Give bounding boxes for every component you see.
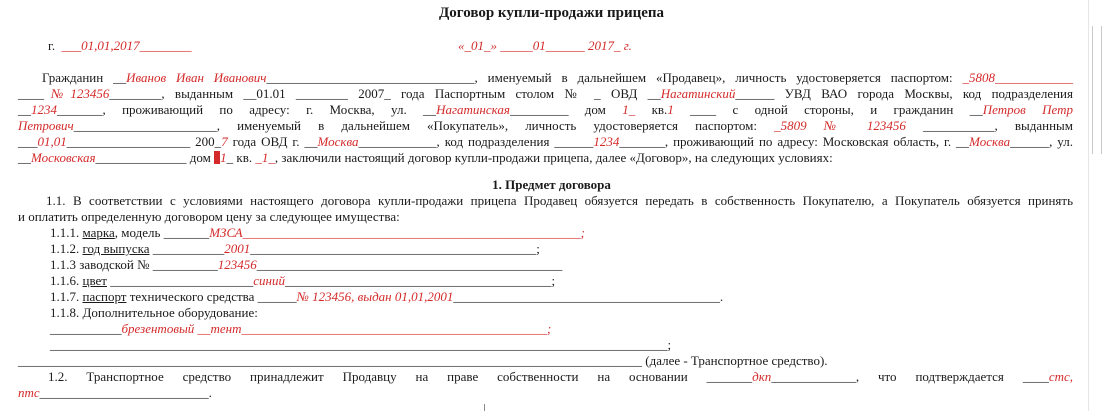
text: ___________ bbox=[50, 321, 122, 336]
buyer-passport: _5809 № 123456 bbox=[774, 118, 906, 133]
text: _______________________________________________ bbox=[256, 257, 563, 272]
item-value: № 123456, выдан 01,01,2001 bbox=[296, 289, 454, 304]
item-num: 1.1.3 bbox=[50, 257, 76, 272]
item-year bbox=[50, 241, 540, 257]
item-label: паспорт bbox=[82, 289, 127, 304]
scrollbar-thumb[interactable] bbox=[1092, 26, 1102, 154]
item-passport bbox=[50, 289, 723, 305]
text: _________________________________________; bbox=[284, 273, 556, 288]
buyer-code: 1234 bbox=[593, 134, 620, 149]
text: технического средства ______ bbox=[126, 289, 297, 304]
seller-passport-number: №123456 bbox=[44, 86, 110, 101]
item-value: МЗСА bbox=[209, 225, 243, 240]
intro-line-1 bbox=[18, 70, 1073, 86]
text: , модель _______ bbox=[114, 225, 210, 240]
text: года ОВД г. __ bbox=[227, 134, 318, 149]
date-month: _____01______ bbox=[500, 38, 585, 53]
buyer-issue-year: 7 bbox=[221, 134, 228, 149]
intro-line-6 bbox=[18, 150, 833, 166]
text: 1.2. Транспортное средство принадлежит Продавцу на праве собственности на основании _______ bbox=[48, 369, 753, 384]
paragraph-1-1-line-1: 1.1. В соответствии с условиями настоящего договора купли-продажи прицепа Продавец обязуется передать в собственность Покупателю, а Покупатель обязуется принять bbox=[46, 193, 1073, 208]
proof-value: стс, bbox=[1048, 369, 1074, 384]
buyer-issuer: Москва bbox=[317, 134, 359, 149]
buyer-house: 1 bbox=[220, 150, 227, 165]
equipment-label: 1.1.8. Дополнительное оборудование: bbox=[50, 305, 258, 320]
item-color bbox=[50, 273, 555, 289]
text: ______________ дом bbox=[95, 150, 215, 165]
buyer-street: Московская bbox=[31, 150, 96, 165]
text: ______________________ bbox=[106, 273, 254, 288]
place-prefix: г. bbox=[48, 38, 56, 53]
text: __________________________. bbox=[39, 385, 212, 400]
text: _______, проживающий по адресу: г. Москва, ул. __ bbox=[57, 102, 437, 117]
page-tick bbox=[484, 404, 485, 411]
text: ____________________________________________; bbox=[250, 241, 540, 256]
item-label: год выпуска bbox=[82, 241, 150, 256]
intro-line-4 bbox=[18, 118, 1073, 134]
intro-line-2 bbox=[18, 86, 1073, 102]
text: _________ дом bbox=[509, 102, 623, 117]
intro-line-5 bbox=[18, 134, 1073, 150]
equipment-line-2: _______________________________________________________________________________________________; bbox=[50, 337, 672, 352]
text: ________, выданным __01.01 ________ 2007_ года Паспортным столом № _ ОВД __ bbox=[109, 86, 661, 101]
text: ___________, выданным bbox=[905, 118, 1073, 133]
text: __ bbox=[18, 102, 31, 117]
text: ____________, код подразделения ______ bbox=[358, 134, 594, 149]
buyer-flat: _1_ bbox=[255, 150, 275, 165]
seller-street: Нагатинская bbox=[436, 102, 510, 117]
text: ______ УВД ВАО города Москвы, код подразделения bbox=[735, 86, 1073, 101]
proof-value-2: птс bbox=[18, 385, 40, 400]
text: заводской № __________ bbox=[76, 257, 218, 272]
item-num: 1.1.2. bbox=[50, 241, 80, 256]
text: ___________________ 200_ bbox=[66, 134, 222, 149]
paragraph-1-2-line-1 bbox=[18, 369, 1073, 385]
item-label: цвет bbox=[82, 273, 107, 288]
text: ___________ bbox=[149, 241, 225, 256]
text: __ bbox=[18, 150, 31, 165]
text: ____ bbox=[18, 86, 44, 101]
seller-flat: 1 bbox=[667, 102, 674, 117]
basis-value: дкп bbox=[752, 369, 772, 384]
paragraph-1-1-line-2: и оплатить определенную договором цену за следующее имущества: bbox=[18, 209, 400, 224]
item-num: 1.1.1. bbox=[50, 225, 80, 240]
buyer-patronymic: Петрович bbox=[18, 118, 74, 133]
seller-name: Иванов Иван Иванович bbox=[126, 70, 267, 85]
item-serial bbox=[50, 257, 562, 273]
text: _________________________________________. bbox=[453, 289, 724, 304]
vertical-scrollbar[interactable] bbox=[1088, 0, 1103, 411]
buyer-issue-date: 01,01 bbox=[37, 134, 67, 149]
item-value: синий bbox=[253, 273, 285, 288]
text: ____________________________________________________; bbox=[242, 225, 585, 240]
date-suffix: _ г. bbox=[614, 38, 632, 53]
date-year: 2017 bbox=[588, 38, 614, 53]
date-line bbox=[458, 38, 632, 54]
text: ________________________________, именуемый в дальнейшем «Продавец», личность удостоверяется паспортом: bbox=[266, 70, 963, 85]
item-brand bbox=[50, 225, 585, 241]
text: ______________________, именуемый в дальнейшем «Покупатель», личность удостоверяется паспортом: bbox=[73, 118, 775, 133]
equipment-line-1 bbox=[50, 321, 551, 337]
item-value: 123456 bbox=[217, 257, 257, 272]
buyer-name: Петров Петр bbox=[982, 102, 1073, 117]
text: ____ с одной стороны, и гражданин __ bbox=[673, 102, 983, 117]
text: _______________________________________________; bbox=[241, 321, 552, 336]
seller-passport-series: _5808____________ bbox=[962, 70, 1073, 85]
section-heading: 1. Предмет договора bbox=[492, 177, 611, 192]
text: _____________, что подтверждается ____ bbox=[771, 369, 1049, 384]
text: Гражданин __ bbox=[42, 70, 127, 85]
seller-issuer: Нагатинский bbox=[660, 86, 736, 101]
text: кв. bbox=[635, 102, 668, 117]
text: ___ bbox=[18, 134, 38, 149]
intro-line-3 bbox=[18, 102, 1073, 118]
item-num: 1.1.7. bbox=[50, 289, 80, 304]
buyer-city: Москва bbox=[969, 134, 1011, 149]
place-value: ___01,01,2017________ bbox=[61, 38, 192, 53]
seller-house: 1_ bbox=[622, 102, 636, 117]
item-num: 1.1.6. bbox=[50, 273, 80, 288]
text: _ кв. bbox=[226, 150, 256, 165]
text: ______, ул. bbox=[1010, 134, 1073, 149]
equipment-line-3: ________________________________________________________________________________________________ (далее - Транспортное средство). bbox=[18, 353, 828, 368]
paragraph-1-2-line-2 bbox=[18, 385, 212, 401]
item-label: марка bbox=[82, 225, 115, 240]
text: , заключили настоящий договор купли-продажи прицепа, далее «Договор», на следующих условиях: bbox=[274, 150, 833, 165]
text: _______, проживающий по адресу: Московская область, г. __ bbox=[619, 134, 970, 149]
equipment-value: брезентовый __тент bbox=[121, 321, 242, 336]
seller-code: 1234 bbox=[31, 102, 57, 117]
place-line bbox=[48, 38, 192, 54]
document-title: Договор купли-продажи прицепа bbox=[438, 5, 665, 21]
date-day: «_01_» bbox=[458, 38, 497, 53]
item-value: 2001 bbox=[224, 241, 251, 256]
